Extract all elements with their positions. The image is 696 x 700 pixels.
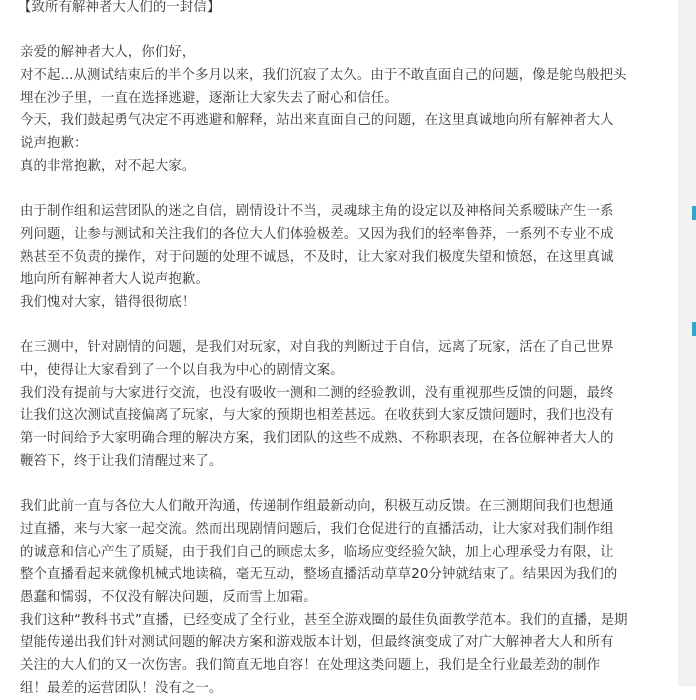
text-line: 望能传递出我们针对测试问题的解决方案和游戏版本计划，但最终演变成了对广大解神者大人和所有 (20, 635, 614, 651)
paragraph-1 (20, 42, 660, 178)
text-line: 列问题，让参与测试和关注我们的各位大人们体验极差。又因为我们的轻率鲁莽，一系列不专业不成 (20, 226, 614, 242)
page-side-rail (678, 0, 696, 686)
paragraph-2 (20, 201, 660, 314)
text-line: 真的非常抱歉，对不起大家。 (20, 158, 196, 174)
text-line: 亲爱的解神者大人，你们好， (20, 45, 196, 61)
text-line: 说声抱歉： (20, 136, 88, 152)
text-line: 我们没有提前与大家进行交流，也没有吸收一测和二测的经验教训，没有重视那些反馈的问题，最终 (20, 385, 614, 401)
text-line: 对不起...从测试结束后的半个多月以来，我们沉寂了太久。由于不敢直面自己的问题，像是鸵鸟般把头 (20, 68, 627, 84)
paragraph-4 (20, 496, 660, 700)
text-line: 由于制作组和运营团队的迷之自信，剧情设计不当，灵魂球主角的设定以及神格间关系暧昧产生一系 (20, 204, 614, 220)
text-line: 关注的大人们的又一次伤害。我们简直无地自容！在处理这类问题上，我们是全行业最差劲的制作 (20, 657, 601, 673)
text-line: 我们这种“教科书式”直播，已经变成了全行业，甚至全游戏圈的最佳负面教学范本。我们的直播，是期 (20, 612, 628, 628)
blank-line (20, 20, 660, 43)
letter-body (20, 0, 660, 700)
text-line: 在三测中，针对剧情的问题，是我们对玩家，对自我的判断过于自信，远离了玩家，活在了自己世界 (20, 340, 614, 356)
text-line: 组！最差的运营团队！没有之一。 (20, 680, 223, 696)
text-line: 让我们这次测试直接偏离了玩家，与大家的预期也相差甚远。在收获到大家反馈问题时，我们也没有 (20, 408, 614, 424)
text-line: 熟甚至不负责的操作，对于问题的处理不诚恳，不及时，让大家对我们极度失望和愤怒，在这里真诚 (20, 249, 614, 265)
text-line: 过直播，来与大家一起交流。然而出现剧情问题后，我们仓促进行的直播活动，让大家对我们制作组 (20, 521, 614, 537)
blank-line (20, 315, 660, 338)
letter-title: 【致所有解神者大人们的一封信】 (18, 0, 221, 15)
side-tab-marker[interactable] (692, 322, 696, 336)
text-line: 第一时间给予大家明确合理的解决方案，我们团队的这些不成熟、不称职表现，在各位解神者大人的 (20, 431, 614, 447)
text-line: 的诚意和信心产生了质疑，由于我们自己的顾虑太多，临场应变经验欠缺，加上心理承受力有限，让 (20, 544, 614, 560)
side-tab-marker[interactable] (692, 206, 696, 220)
text-line: 埋在沙子里，一直在选择逃避，逐渐让大家失去了耐心和信任。 (20, 90, 398, 106)
text-line: 愚蠢和懦弱，不仅没有解决问题，反而雪上加霜。 (20, 589, 317, 605)
text-line: 鞭笞下，终于让我们清醒过来了。 (20, 453, 223, 469)
text-line: 今天，我们鼓起勇气决定不再逃避和解释，站出来直面自己的问题，在这里真诚地向所有解神者大人 (20, 113, 614, 129)
blank-line (20, 179, 660, 202)
text-line: 中，使得让大家看到了一个以自我为中心的剧情文案。 (20, 363, 344, 378)
text-line: 我们愧对大家，错得很彻底！ (20, 294, 196, 310)
text-line: 我们此前一直与各位大人们敞开沟通，传递制作组最新动向，积极互动反馈。在三测期间我们也想通 (20, 499, 614, 515)
paragraph-3 (20, 337, 660, 473)
blank-line (20, 473, 660, 496)
text-line: 整个直播看起来就像机械式地读稿，毫无互动，整场直播活动草草20分钟就结束了。结果因为我们的 (20, 567, 618, 583)
text-line: 地向所有解神者大人说声抱歉。 (20, 272, 209, 288)
